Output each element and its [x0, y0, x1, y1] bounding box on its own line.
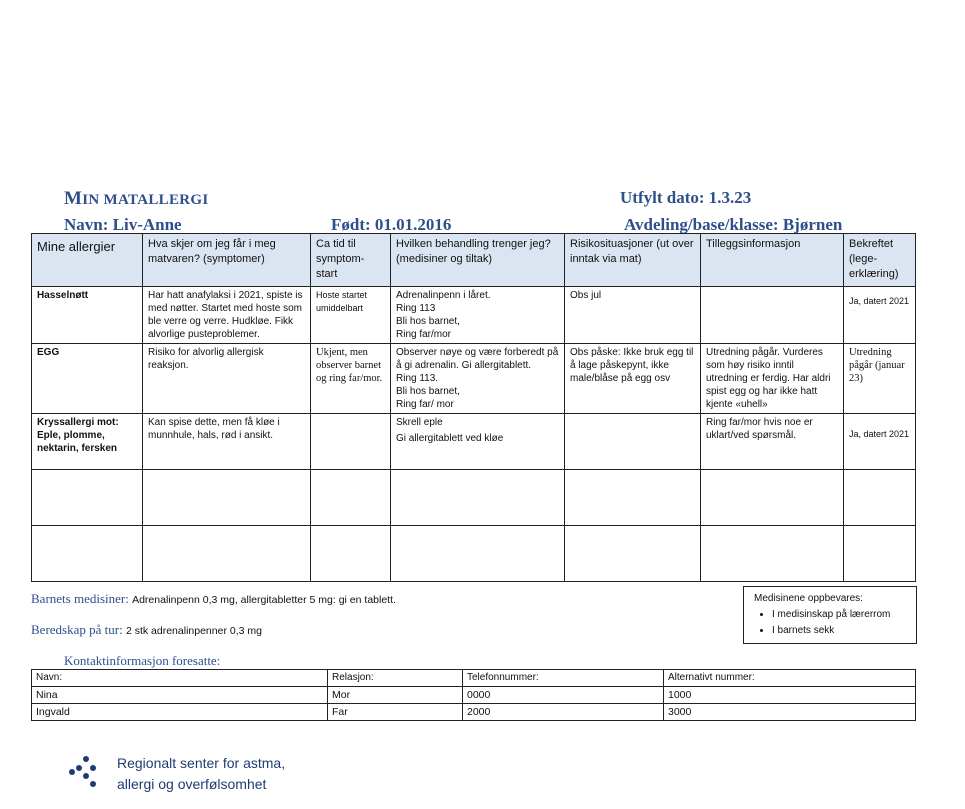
storage-item: • I medisinskap på lærerrom [772, 608, 916, 622]
medicines-value: Adrenalinpenn 0,3 mg, allergitabletter 5 mg: gi en tablett. [132, 594, 396, 606]
treatment-line: Gi allergitablett ved kløe [396, 433, 504, 444]
contacts-row [32, 687, 916, 704]
empty-cell [143, 526, 311, 582]
storage-title: Medisinene oppbevares: [754, 593, 863, 604]
logo-text [117, 753, 285, 795]
empty-cell [311, 526, 391, 582]
treatment-cell [391, 414, 565, 470]
filled-date: Utfylt dato: 1.3.23 [620, 188, 752, 207]
treatment-line: Observer nøye og være forberedt på å gi adrenalin. Gi allergitablett. [396, 347, 559, 371]
header-symptoms: Hva skjer om jeg får i meg matvaren? (symptomer) [143, 234, 311, 287]
empty-cell [32, 526, 143, 582]
treatment-line: Adrenalinpenn i låret. [396, 290, 491, 301]
header-time: Ca tid til symptom-start [311, 234, 391, 287]
symptoms-cell: Kan spise dette, men få kløe i munnhule, hals, rød i ansikt. [143, 414, 311, 470]
contacts-header: Navn: [32, 670, 328, 687]
trip-value: 2 stk adrenalinpenner 0,3 mg [125, 625, 262, 637]
contact-relation: Mor [328, 687, 463, 704]
allergy-table-header [32, 234, 916, 287]
risk-cell: Obs jul [565, 287, 701, 344]
confirmed-cell: Utredning pågår (januar 23) [844, 344, 916, 414]
logo-line: Regionalt senter for astma, [117, 755, 286, 771]
empty-cell [391, 470, 565, 526]
contact-alt-phone: 3000 [664, 704, 916, 721]
treatment-cell [391, 344, 565, 414]
symptoms-cell: Risiko for alvorlig allergisk reaksjon. [143, 344, 311, 414]
empty-cell [701, 526, 844, 582]
contact-name: Nina [32, 687, 328, 704]
trip-label: Beredskap på tur: [31, 622, 123, 637]
time-cell [311, 414, 391, 470]
contact-phone: 2000 [463, 704, 664, 721]
empty-cell [844, 470, 916, 526]
allergy-name: Kryssallergi mot: Eple, plomme, nektarin, fersken [32, 414, 143, 470]
empty-cell [844, 526, 916, 582]
treatment-line: Ring far/mor [396, 329, 452, 340]
symptoms-cell: Har hatt anafylaksi i 2021, spiste is med nøtter. Startet med hoste som ble verre og verre. Hudkløe. Fikk alvorlige pusteproblemer. [143, 287, 311, 344]
contacts-header: Telefonnummer: [463, 670, 664, 687]
treatment-line: Bli hos barnet, [396, 386, 460, 397]
treatment-cell [391, 287, 565, 344]
extra-info-cell: Utredning pågår. Vurderes som høy risiko inntil utredning er ferdig. Har aldri spist egg og har ikke hatt kjente «uhell» [701, 344, 844, 414]
empty-cell [391, 526, 565, 582]
storage-list [754, 608, 916, 638]
trip-line [31, 622, 262, 638]
header-treatment: Hvilken behandling trenger jeg? (medisiner og tiltak) [391, 234, 565, 287]
allergy-name: Hasselnøtt [32, 287, 143, 344]
contacts-title: Kontaktinformasjon foresatte: [64, 653, 221, 668]
treatment-line: Ring 113. [396, 373, 439, 384]
contact-phone: 0000 [463, 687, 664, 704]
treatment-line: Ring 113 [396, 303, 436, 314]
title-rest: IN MATALLERGI [82, 192, 209, 208]
allergy-name: EGG [32, 344, 143, 414]
empty-cell [701, 470, 844, 526]
contacts-header: Alternativt nummer: [664, 670, 916, 687]
extra-info-cell [701, 287, 844, 344]
table-row [32, 287, 916, 344]
table-row [32, 526, 916, 582]
table-row [32, 470, 916, 526]
table-row [32, 414, 916, 470]
risk-cell [565, 414, 701, 470]
dot-mark: · [853, 308, 855, 314]
table-row [32, 344, 916, 414]
header-allergies: Mine allergier [32, 234, 143, 287]
confirmed-text: Ja, datert 2021 [849, 296, 910, 306]
header-confirmed: Bekreftet (lege-erklæring) [844, 234, 916, 287]
document-title [64, 188, 209, 210]
empty-cell [311, 470, 391, 526]
empty-cell [32, 470, 143, 526]
treatment-line: Skrell eple [396, 417, 443, 428]
contact-name: Ingvald [32, 704, 328, 721]
time-cell: Ukjent, men observer barnet og ring far/mor. [311, 344, 391, 414]
allergy-table [31, 233, 916, 582]
contacts-header-row [32, 670, 916, 687]
title-initial: M [64, 188, 83, 209]
empty-cell [565, 526, 701, 582]
contacts-row [32, 704, 916, 721]
contacts-header: Relasjon: [328, 670, 463, 687]
contact-relation: Far [328, 704, 463, 721]
header-risk: Risikosituasjoner (ut over inntak via mat) [565, 234, 701, 287]
extra-info-cell: Ring far/mor hvis noe er uklart/ved spørsmål. [701, 414, 844, 470]
storage-box [743, 586, 917, 644]
child-name: Navn: Liv-Anne [64, 215, 182, 234]
contact-alt-phone: 1000 [664, 687, 916, 704]
birth-date: Født: 01.01.2016 [331, 215, 452, 234]
treatment-line: Bli hos barnet, [396, 316, 460, 327]
confirmed-cell: Ja, datert 2021 [844, 414, 916, 470]
contacts-table [31, 669, 916, 721]
time-cell: Hoste startet umiddelbart [311, 287, 391, 344]
logo-line: allergi og overfølsomhet [117, 776, 267, 792]
department: Avdeling/base/klasse: Bjørnen [624, 215, 843, 234]
empty-cell [143, 470, 311, 526]
confirmed-cell [844, 287, 916, 344]
logo-dots-icon [69, 755, 103, 789]
header-extra-info: Tilleggsinformasjon [701, 234, 844, 287]
treatment-line: Ring far/ mor [396, 399, 454, 410]
risk-cell: Obs påske: Ikke bruk egg til å lage påskepynt, ikke male/blåse på egg osv [565, 344, 701, 414]
medicines-label: Barnets medisiner: [31, 591, 129, 606]
medicines-line [31, 591, 396, 607]
storage-item: • I barnets sekk [772, 624, 916, 638]
empty-cell [565, 470, 701, 526]
